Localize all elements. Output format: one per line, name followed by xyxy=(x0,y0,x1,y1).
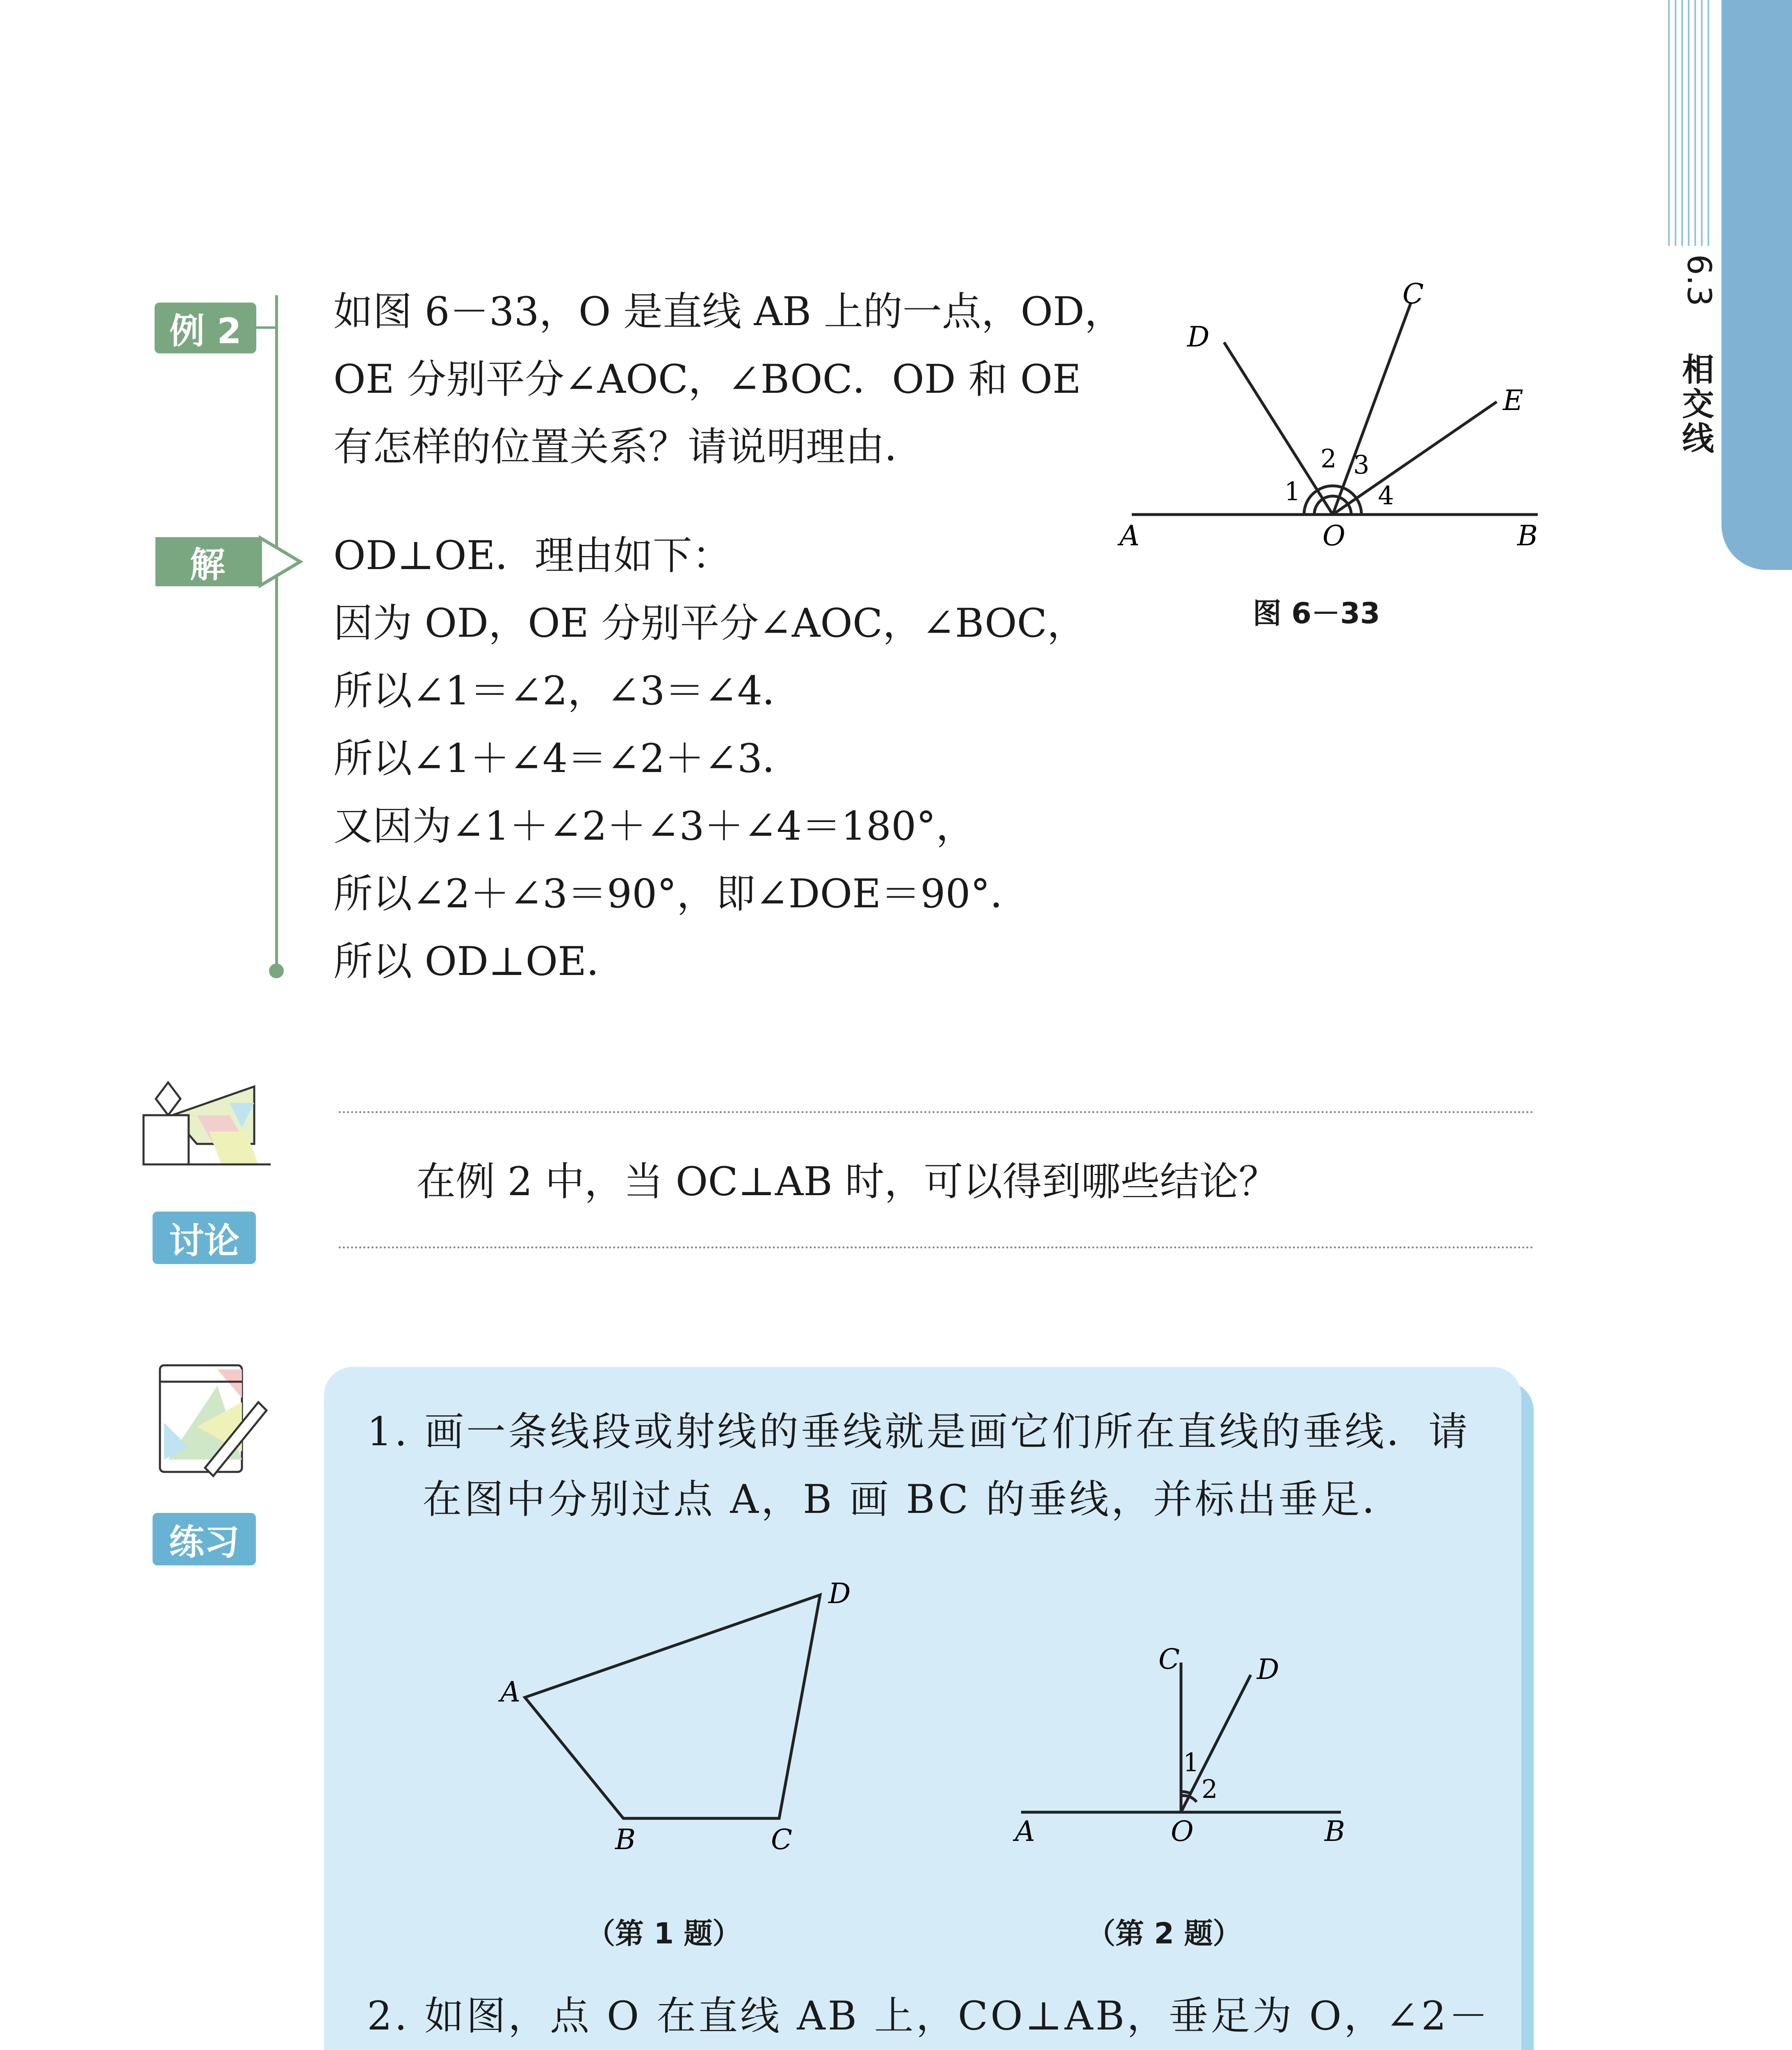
example-line-2: OE 分别平分∠AOC，∠BOC．OD 和 OE xyxy=(333,356,1081,402)
discussion-icon xyxy=(135,1070,275,1197)
practice-q1-line-1: 1. 画一条线段或射线的垂线就是画它们所在直线的垂线．请 xyxy=(367,1409,1471,1455)
fig2-label-1: 1 xyxy=(1183,1747,1199,1777)
discussion-badge: 讨论 xyxy=(153,1212,256,1264)
fig1-label-A: A xyxy=(500,1676,521,1708)
figure-6-33 xyxy=(1107,279,1558,566)
fig1-label-D: D xyxy=(828,1578,851,1610)
fig633-label-2: 2 xyxy=(1320,444,1337,474)
solution-line-7: 所以 OD⊥OE． xyxy=(333,938,626,984)
example-guide-line xyxy=(275,295,278,972)
fig633-label-E: E xyxy=(1503,385,1523,417)
discussion-text: 在例 2 中，当 OC⊥AB 时，可以得到哪些结论？ xyxy=(416,1159,1278,1205)
side-tab-stripes xyxy=(1668,0,1713,246)
fig633-label-A: A xyxy=(1119,520,1140,552)
example-guide-dot xyxy=(269,963,284,978)
solution-line-2: 因为 OD，OE 分别平分∠AOC，∠BOC， xyxy=(333,600,1087,646)
example-line-1: 如图 6－33，O 是直线 AB 上的一点，OD， xyxy=(333,289,1124,335)
side-tab-section: 6.3 xyxy=(1680,254,1718,307)
fig2-label-O: O xyxy=(1171,1815,1194,1848)
fig633-label-D: D xyxy=(1187,321,1210,353)
practice-figure-2-caption: （第 2 题） xyxy=(1087,1917,1242,1950)
practice-q1-line-2: 在图中分别过点 A，B 画 BC 的垂线，并标出垂足． xyxy=(422,1476,1404,1522)
practice-q2-line-1: 2. 如图，点 O 在直线 AB 上，CO⊥AB，垂足为 O，∠2－ xyxy=(367,1993,1491,2039)
fig2-label-C: C xyxy=(1158,1643,1180,1676)
fig633-label-3: 3 xyxy=(1353,450,1370,480)
practice-figure-1 xyxy=(484,1566,878,1861)
fig2-label-D: D xyxy=(1257,1654,1279,1686)
side-tab xyxy=(1721,0,1792,570)
fig2-label-2: 2 xyxy=(1202,1774,1218,1804)
practice-badge: 练习 xyxy=(153,1513,256,1565)
fig633-label-O: O xyxy=(1322,520,1345,552)
solution-line-5: 又因为∠1＋∠2＋∠3＋∠4＝180°， xyxy=(333,803,976,849)
solution-badge: 解 xyxy=(190,544,225,585)
figure-6-33-caption: 图 6－33 xyxy=(1253,597,1380,630)
fig633-label-C: C xyxy=(1402,279,1424,310)
solution-line-1: OD⊥OE．理由如下： xyxy=(333,533,732,579)
discussion-bottom-rule xyxy=(339,1246,1534,1248)
side-tab-title: 相交线 xyxy=(1677,353,1714,456)
solution-line-4: 所以∠1＋∠4＝∠2＋∠3． xyxy=(333,736,802,781)
practice-icon xyxy=(135,1353,275,1488)
solution-line-3: 所以∠1＝∠2，∠3＝∠4． xyxy=(333,668,802,714)
example-line-3: 有怎样的位置关系？请说明理由． xyxy=(333,424,924,470)
fig2-label-A: A xyxy=(1015,1815,1035,1848)
practice-figure-1-caption: （第 1 题） xyxy=(586,1917,741,1950)
discussion-top-rule xyxy=(339,1111,1534,1113)
fig2-label-B: B xyxy=(1325,1815,1345,1848)
solution-line-6: 所以∠2＋∠3＝90°，即∠DOE＝90°． xyxy=(333,871,1030,917)
fig633-label-4: 4 xyxy=(1378,481,1394,510)
fig1-label-B: B xyxy=(615,1824,636,1856)
example-badge-connector xyxy=(256,326,277,329)
practice-figure-2 xyxy=(1001,1632,1386,1861)
example-badge: 例 2 xyxy=(155,303,256,353)
fig1-label-C: C xyxy=(771,1824,793,1856)
fig633-label-B: B xyxy=(1517,520,1538,552)
fig633-label-1: 1 xyxy=(1284,476,1301,506)
